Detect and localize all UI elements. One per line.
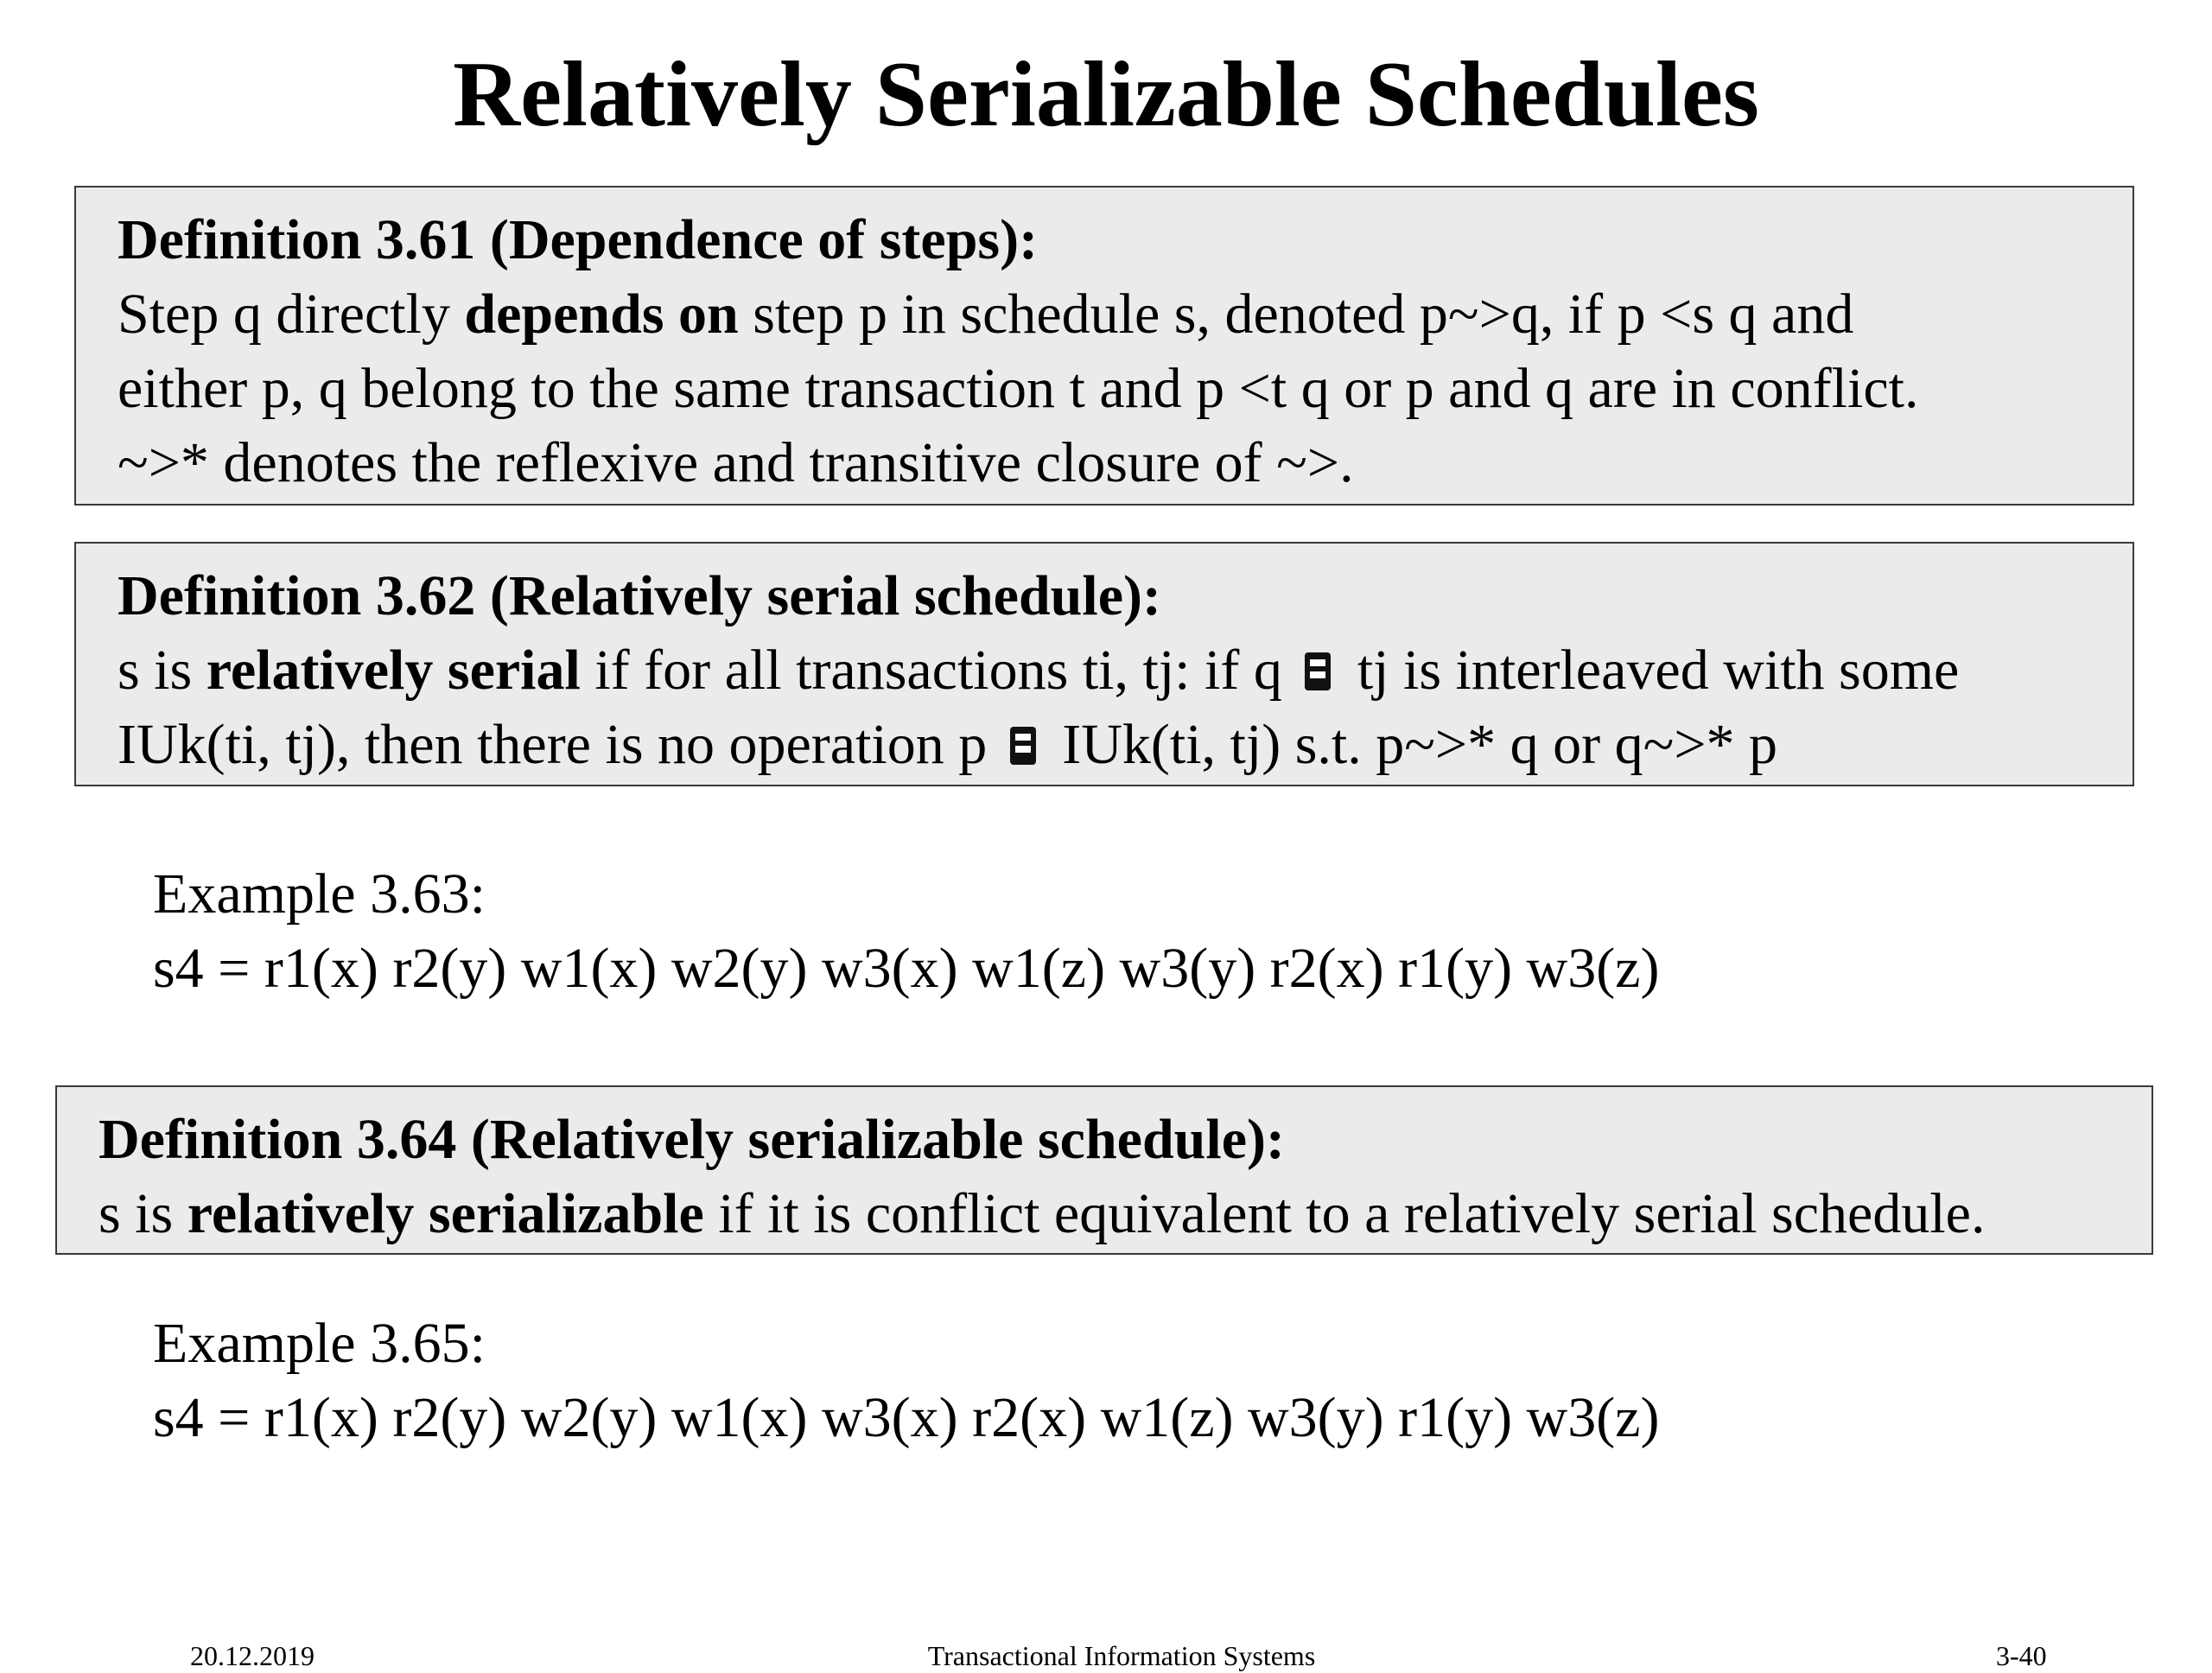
slide-title: Relatively Serializable Schedules: [453, 43, 1759, 146]
example-3-63-label: Example 3.63:: [153, 862, 486, 926]
definition-3-62-box: [74, 542, 2134, 786]
definition-3-64-line-2: s is relatively serializable if it is conflict equivalent to a relatively serial schedule.: [99, 1182, 1986, 1245]
footer-date: 20.12.2019: [190, 1640, 315, 1671]
definition-3-62-heading: Definition 3.62 (Relatively serial schedule):: [118, 564, 1161, 627]
definition-3-61-box: [74, 186, 2134, 506]
element-of-icon: [1300, 649, 1339, 696]
element-of-icon: [1005, 723, 1045, 770]
example-3-65-label: Example 3.65:: [153, 1312, 486, 1375]
definition-3-61-heading: Definition 3.61 (Dependence of steps):: [118, 208, 1039, 271]
footer-page-number: 3-40: [1996, 1640, 2047, 1671]
definition-3-61-line-2: Step q directly depends on step p in schedule s, denoted p~>q, if p <s q and: [118, 283, 1854, 346]
definition-3-62-line-3: IUk(ti, tj), then there is no operation p IUk(ti, tj) s.t. p~>* q or q~>* p: [118, 713, 1778, 776]
definition-3-62-line-2: s is relatively serial if for all transactions ti, tj: if q tj is interleaved with some: [118, 639, 1960, 702]
definition-3-64-box: [55, 1085, 2153, 1255]
definition-3-61-line-4: ~>* denotes the reflexive and transitive closure of ~>.: [118, 431, 1354, 494]
footer-title: Transactional Information Systems: [927, 1640, 1316, 1671]
example-3-63-schedule: s4 = r1(x) r2(y) w1(x) w2(y) w3(x) w1(z) w3(y) r2(x) r1(y) w3(z): [153, 937, 1660, 1000]
definition-3-64-heading: Definition 3.64 (Relatively serializable schedule):: [99, 1108, 1285, 1171]
definition-3-61-line-3: either p, q belong to the same transaction t and p <t q or p and q are in conflict.: [118, 357, 1919, 420]
example-3-65-schedule: s4 = r1(x) r2(y) w2(y) w1(x) w3(x) r2(x) w1(z) w3(y) r1(y) w3(z): [153, 1386, 1660, 1449]
